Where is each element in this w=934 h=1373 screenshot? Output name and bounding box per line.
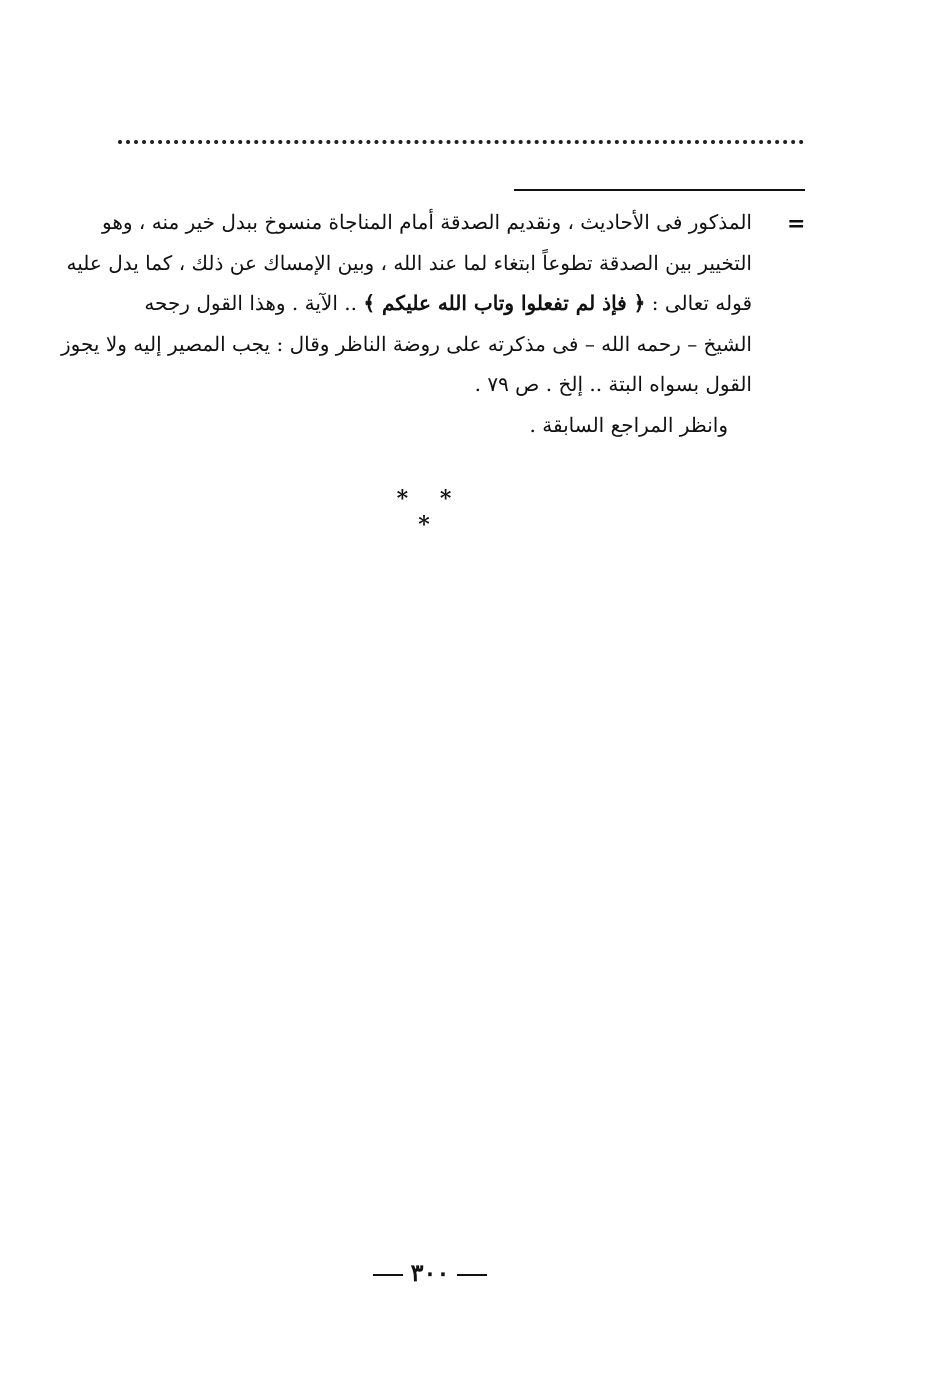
footnote-text	[61, 202, 752, 445]
page-number-dash-left	[373, 1274, 403, 1276]
footnote-line-3	[112, 283, 752, 324]
page-number-block	[330, 1258, 530, 1287]
footnote-rule	[514, 189, 805, 191]
page-number: ٣٠٠	[410, 1258, 450, 1287]
footnote-line-5: القول بسواه البتة .. إلخ . ص ٧٩ .	[474, 372, 752, 396]
footnote-line-1: المذكور فى الأحاديث ، ونقديم الصدقة أمام المناجاة منسوخ ببدل خير منه ، وهو	[102, 210, 752, 234]
see-also-note: وانظر المراجع السابقة .	[529, 412, 728, 437]
footnote-line-3-start: قوله تعالى :	[645, 291, 752, 315]
page-number-dash-right	[457, 1274, 487, 1276]
footnote-line-3-end: .. الآية . وهذا القول رجحه	[144, 291, 364, 315]
footnote-line-2: التخيير بين الصدقة تطوعاً ابتغاء لما عند الله ، وبين الإمساك عن ذلك ، كما يدل عليه	[66, 250, 752, 275]
footnote-continuation-mark: =	[787, 211, 806, 237]
quran-quote: ﴿ فإذ لم تفعلوا وتاب الله عليكم ﴾	[363, 291, 646, 315]
section-separator-stars: * * *	[396, 486, 464, 538]
footnote-line-4: الشيخ – رحمه الله – فى مذكرته على روضة الناظر وقال : يجب المصير إليه ولا يجوز	[61, 331, 752, 356]
dotted-separator-rule	[118, 140, 804, 144]
